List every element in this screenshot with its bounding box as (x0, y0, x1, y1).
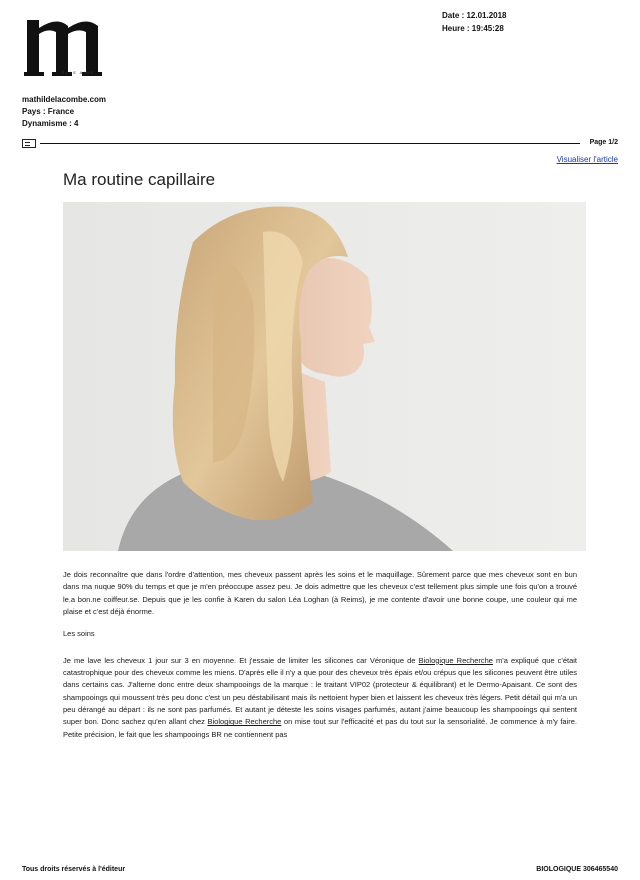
article-body (63, 569, 577, 751)
footer-code: BIOLOGIQUE 306465540 (536, 866, 618, 873)
source-country: Pays : France (22, 107, 75, 116)
paragraph-intro: Je dois reconnaître que dans l'ordre d'attention, mes cheveux passent après les soins et le maquillage. Sûrement parce que mes cheveux sont en bun dans ma nuque 90% du temps et que je m'en préoccupe assez peu. Je dois admettre que les cheveux c'est tellement plus simple une fois qu'on a trouvé le.a bon.ne coiffeur.se. Depuis que je les confie à Karen du salon Léa Loghan (à Reims), je me contente d'avoir une bonne coupe, une couleur qui me plaise et c'est déjà énorme. (63, 570, 577, 617)
article-title: Ma routine capillaire (63, 170, 216, 189)
header-divider (40, 143, 580, 144)
section-heading: Les soins (63, 629, 95, 639)
meta-time: Heure : 19:45:28 (442, 24, 504, 33)
paragraph-soins (63, 655, 577, 741)
source-site: mathildelacombe.com (22, 95, 107, 104)
meta-source (22, 94, 106, 130)
biologique-recherche-link[interactable]: Biologique Recherche (418, 655, 493, 665)
paragraph-soins-part: Je me lave les cheveux 1 jour sur 3 en moyenne. Et j'essaie de limiter les silicones car Véronique de (63, 655, 419, 665)
footer-rights: Tous droits réservés à l'éditeur (22, 866, 126, 873)
meta-date: Date : 12.01.2018 (442, 11, 507, 20)
article-icon (22, 139, 36, 148)
page-number: Page 1/2 (589, 139, 618, 146)
meta-datetime (442, 9, 507, 35)
article-photo (63, 202, 586, 551)
logo-subtitle: ELLE AIME (62, 70, 96, 75)
paragraph-soins-part: on mise tout sur l'efficacité et pas du tout sur la sensorialité. Je commence à m'y faire. Petite précision, le fait que les shampooings BR ne contiennent pas (63, 717, 577, 739)
biologique-recherche-link[interactable]: Biologique Recherche (207, 717, 282, 727)
view-article-link[interactable]: Visualiser l'article (556, 155, 618, 164)
source-dynamism: Dynamisme : 4 (22, 119, 79, 128)
paragraph-soins-part: m'a expliqué que c'était catastrophique pour des cheveux comme les miens. D'après elle il n'y a que pour des cheveux très épais et/ou crépus que les silicones peuvent être utiles dans certains cas. J'alterne donc entre deux shampooings de la marque : le traitant VIP02 (protecteur & équilibrant) et le Dermo-Apaisant. Ce sont des shampooings qui moussent très peu donc c'est un peu déstabilisant mais ils nettoient hyper bien et laissent les cheveux très légers. Petit détail qui m'a un peu dérangé au départ : ils ne sont pas parfumés. Et autant je déteste les soins visages parfumés, autant j'aime beaucoup les shampooings qui sentent super bon. Donc sachez qu'en allant chez (63, 655, 578, 727)
